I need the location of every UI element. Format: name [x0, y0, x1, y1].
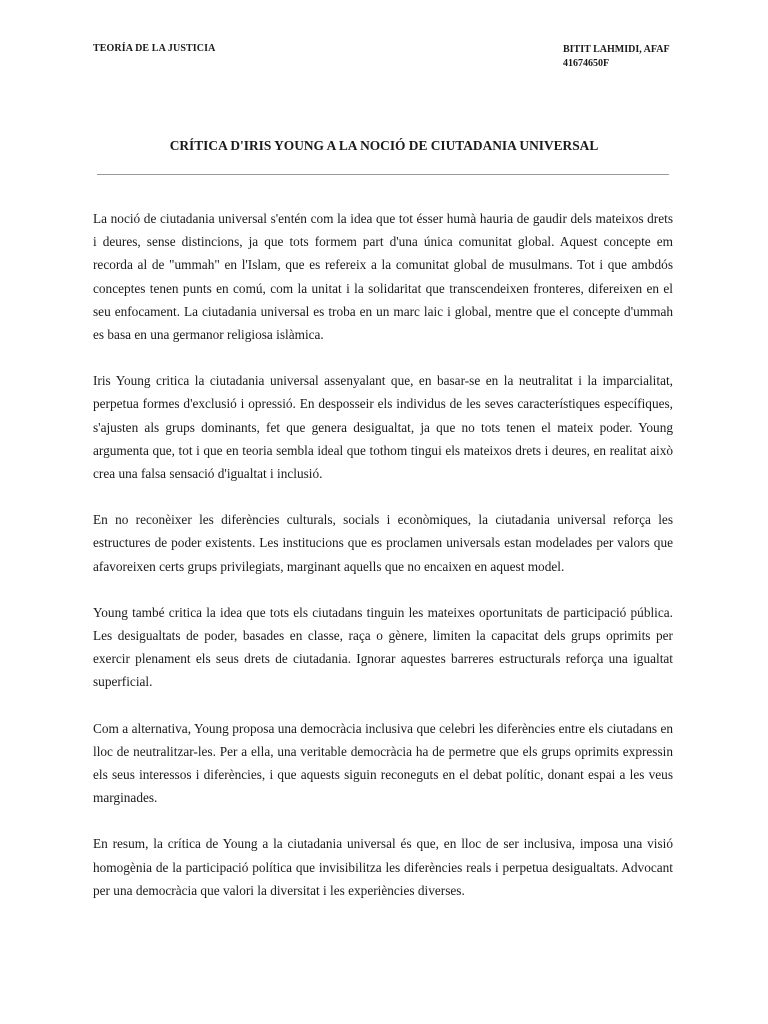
title-divider [97, 174, 669, 175]
header-author: BITIT LAHMIDI, AFAF [563, 44, 670, 55]
paragraph-5: Com a alternativa, Young proposa una democràcia inclusiva que celebri les diferències entre els ciutadans en lloc de neutralitzar-les. Per a ella, una veritable democràcia ha de permetre que els grups oprimits expressin els seus interessos i diferències, i que aquests siguin reconeguts en el debat polític, donant espai a les veus marginades. [93, 720, 673, 806]
paragraph-6: En resum, la crítica de Young a la ciutadania universal és que, en lloc de ser inclusiva, imposa una visió homogènia de la participació política que invisibilitza les diferències reals i perpetua desigualtats. Advocant per una democràcia que valori la diversitat i les experiències diverses. [93, 836, 673, 898]
paragraph-1: La noció de ciutadania universal s'entén com la idea que tot ésser humà hauria de gaudir dels mateixos drets i deures, sense distincions, ja que tots formem part d'una única comunitat global. Aquest concepte em recorda al de "ummah" en l'Islam, que es refereix a la comunitat global de musulmans. Tot i que ambdós conceptes tenen punts en comú, com la unitat i la solidaritat que transcendeixen fronteres, difereixen en el seu enfocament. La ciutadania universal es troba en un marc laic i global, mentre que el concepte d'ummah es basa en una germanor religiosa islàmica. [93, 211, 673, 343]
paragraph-4: Young també critica la idea que tots els ciutadans tinguin les mateixes oportunitats de participació pública. Les desigualtats de poder, basades en classe, raça o gènere, limiten la capacitat dels grups oprimits per exercir plenament els seus drets de ciutadania. Ignorar aquestes barreres estructurals reforça una igualtat superficial. [93, 604, 673, 690]
header-author-block [563, 43, 670, 71]
header-course: TEORÍA DE LA JUSTICIA [93, 43, 216, 54]
paragraph-3: En no reconèixer les diferències culturals, socials i econòmiques, la ciutadania universal reforça les estructures de poder existents. Les institucions que es proclamen universals estan modelades per valors que afavoreixen certs grups privilegiats, marginant aquells que no encaixen en aquest model. [93, 512, 673, 574]
document-title: CRÍTICA D'IRIS YOUNG A LA NOCIÓ DE CIUTADANIA UNIVERSAL [169, 138, 599, 153]
paragraph-2: Iris Young critica la ciutadania universal assenyalant que, en basar-se en la neutralitat i la imparcialitat, perpetua formes d'exclusió i opressió. En desposseir els individus de les seves característiques específiques, s'ajusten als grups dominants, fet que genera desigualtat, ja que no tots tenen el mateix poder. Young argumenta que, tot i que en teoria sembla ideal que tothom tingui els mateixos drets i deures, en realitat això crea una falsa sensació d'igualtat i inclusió. [93, 373, 673, 482]
header-id: 41674650F [563, 58, 610, 69]
document-body [93, 207, 673, 925]
